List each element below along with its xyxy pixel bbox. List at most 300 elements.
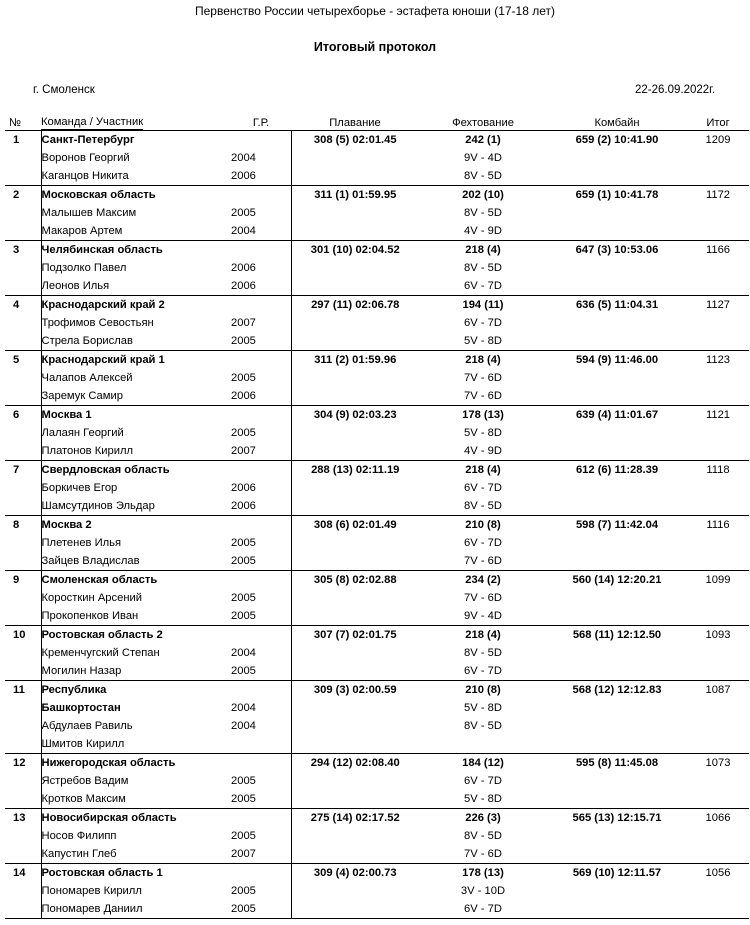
member-year: 2007: [231, 848, 256, 860]
team-year: [231, 626, 291, 645]
member-name: Лалаян Георгий: [41, 424, 231, 442]
member-row: [5, 534, 749, 552]
member-swim: [291, 277, 419, 296]
page-title: Первенство России четырехборье - эстафета юноши (17-18 лет): [195, 4, 555, 18]
team-swim-result: 311 (2) 01:59.96: [291, 351, 419, 370]
member-fence-record: 6V - 7D: [419, 900, 547, 919]
venue-city: г. Смоленск: [33, 84, 95, 96]
member-name: Прокопенков Иван: [41, 607, 231, 626]
team-name: Нижегородская область: [41, 754, 231, 773]
member-combined: [547, 699, 687, 717]
member-no: [5, 332, 41, 351]
member-name: Коросткин Арсений: [41, 589, 231, 607]
member-fence-record: 7V - 6D: [464, 848, 502, 860]
member-year: 2005: [231, 793, 256, 805]
member-row: [5, 149, 749, 167]
team-row: [5, 406, 749, 425]
member-row: [5, 772, 749, 790]
member-total: [687, 167, 749, 186]
team-combined-result: 595 (8) 11:45.08: [547, 754, 687, 773]
member-year: 2005: [231, 555, 256, 567]
member-total: [687, 735, 749, 754]
member-row: [5, 277, 749, 296]
member-total: [687, 717, 749, 735]
team-fence-result: 242 (1): [419, 131, 547, 150]
team-name: Москва 1: [41, 406, 231, 425]
col-header-swim: Плавание: [291, 115, 419, 131]
member-name: Капустин Глеб: [41, 845, 231, 864]
member-row: [5, 644, 749, 662]
team-total: 1121: [687, 406, 749, 425]
member-combined: [547, 479, 687, 497]
member-no: [5, 772, 41, 790]
member-swim: [291, 149, 419, 167]
team-place: 4: [5, 296, 41, 315]
member-combined: [547, 827, 687, 845]
member-row: [5, 589, 749, 607]
member-row: [5, 552, 749, 571]
member-combined: [547, 717, 687, 735]
member-no: [5, 827, 41, 845]
event-date: 22-26.09.2022г.: [635, 84, 716, 96]
member-name: Пономарев Кирилл: [41, 882, 231, 900]
member-year: 2006: [231, 500, 256, 512]
member-row: [5, 845, 749, 864]
member-total: [687, 387, 749, 406]
member-row: [5, 607, 749, 626]
member-combined: [547, 204, 687, 222]
team-year: [231, 754, 291, 773]
col-header-year: Г.Р.: [231, 115, 291, 131]
member-no: [5, 204, 41, 222]
member-fence-record: 6V - 7D: [464, 317, 502, 329]
team-swim-result: 288 (13) 02:11.19: [291, 461, 419, 480]
team-combined-result: 659 (2) 10:41.90: [547, 131, 687, 150]
team-total: 1066: [687, 809, 749, 828]
team-swim-result: 308 (6) 02:01.49: [291, 516, 419, 535]
member-swim: [291, 369, 419, 387]
member-swim: [291, 772, 419, 790]
member-no: [5, 314, 41, 332]
member-fence-record: 8V - 5D: [464, 830, 502, 842]
member-total: [687, 149, 749, 167]
member-name: Шамсутдинов Эльдар: [41, 497, 231, 516]
team-place: 11: [5, 681, 41, 700]
member-year: 2004: [231, 647, 256, 659]
team-swim-result: 305 (8) 02:02.88: [291, 571, 419, 590]
member-fence-record: 8V - 5D: [464, 500, 502, 512]
member-no: [5, 369, 41, 387]
member-swim: [291, 167, 419, 186]
member-swim: [291, 332, 419, 351]
team-place: 5: [5, 351, 41, 370]
col-header-no: №: [5, 115, 41, 131]
member-name: Абдулаев Равиль: [41, 717, 231, 735]
member-year: 2004: [231, 225, 256, 237]
team-row: [5, 241, 749, 260]
team-fence-result: 218 (4): [419, 241, 547, 260]
team-place: 10: [5, 626, 41, 645]
member-total: [687, 204, 749, 222]
member-swim: [291, 442, 419, 461]
member-combined: [547, 314, 687, 332]
team-place: 1: [5, 131, 41, 150]
member-row: [5, 259, 749, 277]
member-total: [687, 424, 749, 442]
member-no: [5, 442, 41, 461]
member-total: [687, 552, 749, 571]
member-fence-record: 5V - 8D: [464, 427, 502, 439]
member-name: Боркичев Егор: [41, 479, 231, 497]
member-total: [687, 259, 749, 277]
member-swim: [291, 479, 419, 497]
member-year: [231, 735, 291, 754]
member-fence-record: 6V - 7D: [464, 482, 502, 494]
team-swim-result: 301 (10) 02:04.52: [291, 241, 419, 260]
member-name: Зайцев Владислав: [41, 552, 231, 571]
team-fence-result: 218 (4): [419, 461, 547, 480]
team-combined-result: 568 (11) 12:12.50: [547, 626, 687, 645]
member-swim: [291, 662, 419, 681]
team-place: 12: [5, 754, 41, 773]
member-swim: [291, 644, 419, 662]
team-year: [231, 864, 291, 883]
team-place: 6: [5, 406, 41, 425]
member-row: [5, 882, 749, 900]
member-name: Заремук Самир: [41, 387, 231, 406]
member-year: 2006: [231, 262, 256, 274]
member-combined: [547, 845, 687, 864]
member-year: 2006: [231, 482, 256, 494]
team-name: Республика: [41, 681, 231, 700]
team-total: 1073: [687, 754, 749, 773]
member-combined: [547, 387, 687, 406]
team-swim-result: 297 (11) 02:06.78: [291, 296, 419, 315]
member-year: 2006: [231, 390, 256, 402]
team-year: [231, 516, 291, 535]
member-no: [5, 222, 41, 241]
team-year: [231, 406, 291, 425]
member-swim: [291, 259, 419, 277]
member-year: 2007: [231, 317, 256, 329]
member-combined: [547, 424, 687, 442]
team-total: 1118: [687, 461, 749, 480]
team-row: [5, 516, 749, 535]
member-swim: [291, 204, 419, 222]
member-fence-record: 6V - 7D: [464, 280, 502, 292]
member-combined: [547, 662, 687, 681]
member-row: [5, 900, 749, 919]
team-fence-result: 194 (11): [419, 296, 547, 315]
team-place: 2: [5, 186, 41, 205]
team-total: 1116: [687, 516, 749, 535]
team-swim-result: 275 (14) 02:17.52: [291, 809, 419, 828]
team-row: [5, 864, 749, 883]
member-total: [687, 534, 749, 552]
member-no: [5, 387, 41, 406]
member-year: 2005: [231, 830, 256, 842]
member-no: [5, 845, 41, 864]
member-total: [687, 827, 749, 845]
member-row: [5, 479, 749, 497]
member-total: [687, 479, 749, 497]
member-name: Малышев Максим: [41, 204, 231, 222]
team-fence-result: 218 (4): [419, 351, 547, 370]
team-total: 1056: [687, 864, 749, 883]
member-no: [5, 717, 41, 735]
member-year: 2005: [231, 427, 256, 439]
team-year: [231, 296, 291, 315]
member-combined: [547, 442, 687, 461]
member-swim: [291, 882, 419, 900]
protocol-subtitle: Итоговый протокол: [313, 40, 437, 54]
team-year: [231, 351, 291, 370]
member-total: [687, 772, 749, 790]
member-total: [687, 442, 749, 461]
team-row: [5, 461, 749, 480]
member-year: 2005: [231, 537, 256, 549]
member-fence-record: 8V - 5D: [464, 262, 502, 274]
member-combined: [547, 900, 687, 919]
member-fence-record: 9V - 4D: [464, 610, 502, 622]
col-header-combined: Комбайн: [547, 115, 687, 131]
member-swim: [291, 717, 419, 735]
team-combined-result: 560 (14) 12:20.21: [547, 571, 687, 590]
member-swim: [291, 827, 419, 845]
member-name: Трофимов Севостьян: [41, 314, 231, 332]
member-name: Платонов Кирилл: [41, 442, 231, 461]
team-combined-result: 647 (3) 10:53.06: [547, 241, 687, 260]
team-name: Москва 2: [41, 516, 231, 535]
team-name: Московская область: [41, 186, 231, 205]
team-combined-result: 598 (7) 11:42.04: [547, 516, 687, 535]
member-name: Стрела Борислав: [41, 332, 231, 351]
team-year: [231, 571, 291, 590]
member-total: [687, 699, 749, 717]
results-table: [5, 115, 749, 919]
member-no: [5, 699, 41, 717]
member-name: Шмитов Кирилл: [41, 735, 231, 754]
member-no: [5, 662, 41, 681]
member-no: [5, 149, 41, 167]
member-no: [5, 790, 41, 809]
member-name: Пономарев Даниил: [41, 900, 231, 919]
team-swim-result: 309 (4) 02:00.73: [291, 864, 419, 883]
team-name: Ростовская область 2: [41, 626, 231, 645]
member-fence-record: 6V - 7D: [464, 665, 502, 677]
member-row: [5, 699, 749, 717]
team-place: 8: [5, 516, 41, 535]
member-name: Воронов Георгий: [41, 149, 231, 167]
member-name: Чалапов Алексей: [41, 369, 231, 387]
member-swim: [291, 552, 419, 571]
team-fence-result: 210 (8): [419, 681, 547, 700]
team-place: 3: [5, 241, 41, 260]
team-name: Новосибирская область: [41, 809, 231, 828]
member-year: 2005: [231, 372, 256, 384]
member-fence-record: 5V - 8D: [464, 702, 502, 714]
member-fence-record: 6V - 7D: [464, 775, 502, 787]
member-swim: [291, 607, 419, 626]
team-row: [5, 681, 749, 700]
member-year: 2005: [231, 665, 256, 677]
member-name: Кременчугский Степан: [41, 644, 231, 662]
team-fence-result: 226 (3): [419, 809, 547, 828]
table-header-row: [5, 115, 749, 131]
team-total: 1172: [687, 186, 749, 205]
team-total: 1127: [687, 296, 749, 315]
member-fence-record: 8V - 5D: [464, 647, 502, 659]
member-total: [687, 644, 749, 662]
member-swim: [291, 699, 419, 717]
col-header-total: Итог: [687, 115, 749, 131]
member-row: [5, 369, 749, 387]
team-year: [231, 186, 291, 205]
team-fence-result: 184 (12): [419, 754, 547, 773]
member-year: 2005: [231, 592, 256, 604]
member-total: [687, 369, 749, 387]
member-no: [5, 497, 41, 516]
member-swim: [291, 845, 419, 864]
team-name: Краснодарский край 2: [41, 296, 231, 315]
team-fence-result: 218 (4): [419, 626, 547, 645]
member-row: [5, 387, 749, 406]
member-row: [5, 204, 749, 222]
member-no: [5, 534, 41, 552]
member-year: 2004: [231, 702, 256, 714]
team-year: [231, 241, 291, 260]
team-name: Свердловская область: [41, 461, 231, 480]
member-no: [5, 900, 41, 919]
col-header-fence: Фехтование: [419, 115, 547, 131]
member-year: 2006: [231, 170, 256, 182]
member-name: Башкортостан: [41, 699, 231, 717]
member-name: Леонов Илья: [41, 277, 231, 296]
team-year: [231, 681, 291, 700]
member-total: [687, 314, 749, 332]
member-fence-record: 8V - 5D: [464, 207, 502, 219]
member-no: [5, 424, 41, 442]
team-combined-result: 565 (13) 12:15.71: [547, 809, 687, 828]
member-combined: [547, 149, 687, 167]
member-fence-record: 5V - 8D: [464, 335, 502, 347]
team-name: Краснодарский край 1: [41, 351, 231, 370]
member-no: [5, 277, 41, 296]
member-year: 2004: [231, 152, 256, 164]
col-header-name: Команда / Участник: [41, 115, 231, 131]
team-swim-result: 307 (7) 02:01.75: [291, 626, 419, 645]
member-name: Подзолко Павел: [41, 259, 231, 277]
team-total: 1209: [687, 131, 749, 150]
team-name: Санкт-Петербург: [41, 131, 231, 150]
member-no: [5, 259, 41, 277]
team-place: 7: [5, 461, 41, 480]
team-row: [5, 626, 749, 645]
member-no: [5, 735, 41, 754]
team-row: [5, 754, 749, 773]
team-year: [231, 809, 291, 828]
team-row: [5, 131, 749, 150]
member-combined: [547, 644, 687, 662]
team-total: 1166: [687, 241, 749, 260]
member-year: 2005: [231, 775, 256, 787]
member-total: [687, 589, 749, 607]
member-row: [5, 827, 749, 845]
member-swim: [291, 314, 419, 332]
team-row: [5, 351, 749, 370]
member-row: [5, 222, 749, 241]
member-combined: [547, 222, 687, 241]
team-place: 13: [5, 809, 41, 828]
member-row: [5, 424, 749, 442]
team-swim-result: 308 (5) 02:01.45: [291, 131, 419, 150]
team-combined-result: 594 (9) 11:46.00: [547, 351, 687, 370]
member-combined: [547, 167, 687, 186]
team-fence-result: 202 (10): [419, 186, 547, 205]
member-swim: [291, 790, 419, 809]
member-combined: [547, 882, 687, 900]
member-total: [687, 222, 749, 241]
member-combined: [547, 277, 687, 296]
team-combined-result: 636 (5) 11:04.31: [547, 296, 687, 315]
team-combined-result: 639 (4) 11:01.67: [547, 406, 687, 425]
member-fence-record: 5V - 8D: [464, 793, 502, 805]
member-year: 2007: [231, 445, 256, 457]
member-swim: [291, 735, 419, 754]
member-fence-record: 7V - 6D: [464, 592, 502, 604]
member-row: [5, 314, 749, 332]
team-row: [5, 571, 749, 590]
member-total: [687, 790, 749, 809]
member-row: [5, 442, 749, 461]
team-fence-result: 234 (2): [419, 571, 547, 590]
team-total: 1093: [687, 626, 749, 645]
member-row: [5, 735, 749, 754]
team-combined-result: 569 (10) 12:11.57: [547, 864, 687, 883]
team-total: 1087: [687, 681, 749, 700]
member-no: [5, 607, 41, 626]
member-year: 2004: [231, 720, 256, 732]
member-no: [5, 167, 41, 186]
team-total: 1123: [687, 351, 749, 370]
member-swim: [291, 424, 419, 442]
member-total: [687, 607, 749, 626]
member-total: [687, 662, 749, 681]
member-swim: [291, 534, 419, 552]
member-fence-record: 6V - 7D: [464, 537, 502, 549]
member-combined: [547, 552, 687, 571]
member-combined: [547, 772, 687, 790]
team-place: 14: [5, 864, 41, 883]
team-fence-result: 178 (13): [419, 406, 547, 425]
member-fence-record: 8V - 5D: [464, 720, 502, 732]
member-name: Носов Филипп: [41, 827, 231, 845]
team-name: Смоленская область: [41, 571, 231, 590]
team-combined-result: 659 (1) 10:41.78: [547, 186, 687, 205]
member-name: Макаров Артем: [41, 222, 231, 241]
member-combined: [547, 534, 687, 552]
team-row: [5, 296, 749, 315]
member-fence-record: 4V - 9D: [464, 225, 502, 237]
member-fence-record: 7V - 6D: [464, 555, 502, 567]
member-row: [5, 662, 749, 681]
team-swim-result: 294 (12) 02:08.40: [291, 754, 419, 773]
member-total: [687, 845, 749, 864]
member-name: Ястребов Вадим: [41, 772, 231, 790]
member-total: [687, 277, 749, 296]
member-name: Каганцов Никита: [41, 167, 231, 186]
member-row: [5, 790, 749, 809]
